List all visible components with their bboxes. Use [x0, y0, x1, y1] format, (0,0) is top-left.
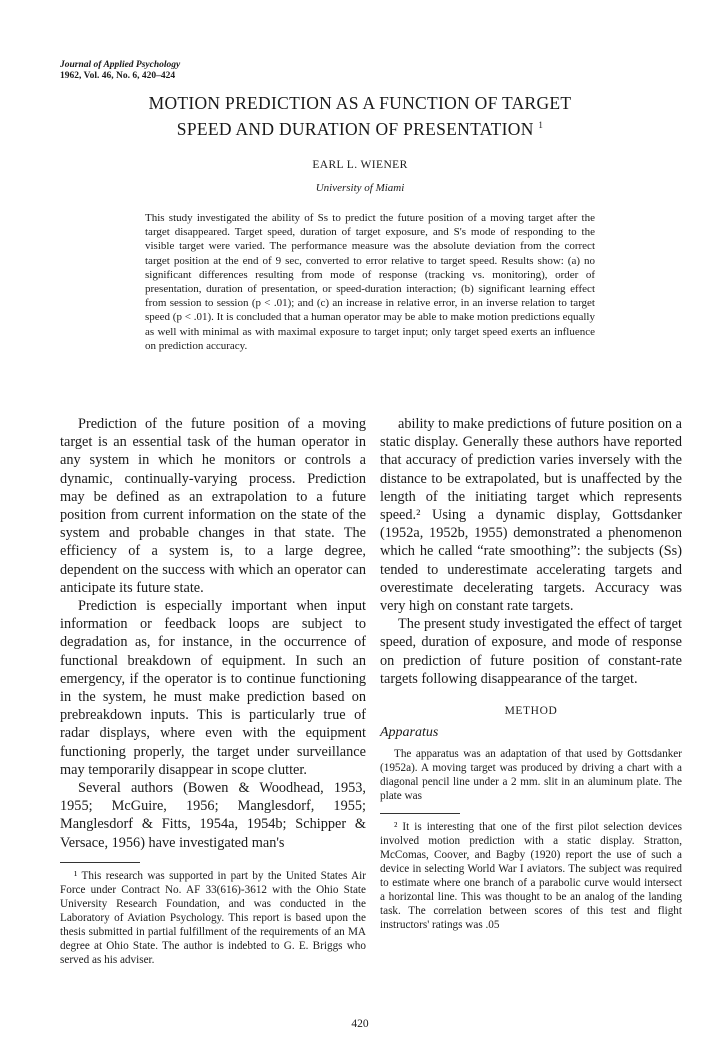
page-number: 420 [351, 1018, 369, 1030]
section-heading-method: METHOD [504, 705, 558, 718]
title-footnote-mark: 1 [538, 120, 544, 130]
body-paragraph: ability to make predictions of future position on a static display. Generally these authors have reported that accuracy of prediction varies inversely with the distance to be extrapolated, but is unaffected by the length of the initiating target which represents speed.² Using a dynamic display, Gottsdanker (1952a, 1952b, 1955) demonstrated a phenomenon which he called “rate smoothing”: the subjects (Ss) tended to underestimate accelerating targets and overestimate decelerating targets. Accuracy was very high on constant rate targets. [380, 416, 682, 615]
footnote-1-text: ¹ This research was supported in part by the United States Air Force under Contract No. AF 33(616)-3612 with the Ohio State University Research Foundation, and was conducted in the Laboratory of Aviation Psychology. This report is based upon the thesis submitted in partial fulfillment of the requirements of an MA degree at Ohio State. The author is indebted to G. E. Briggs who served as his adviser. [60, 869, 366, 966]
author-name: EARL L. WIENER [312, 159, 408, 171]
title-line-2-text: SPEED AND DURATION OF PRESENTATION [176, 118, 534, 139]
footnote-divider [60, 862, 140, 863]
right-column [380, 415, 682, 932]
subsection-heading-apparatus: Apparatus [380, 725, 439, 741]
body-paragraph: Several authors (Bowen & Woodhead, 1953, 1955; McGuire, 1956; Manglesdorf, 1955; Manglesdorf & Fitts, 1954a, 1954b; Schipper & Versace, 1956) have investigated man's [60, 780, 366, 851]
body-paragraph: The apparatus was an adaptation of that used by Gottsdanker (1952a). A moving target was produced by driving a chart with a diagonal pencil line under a 2 mm. slit in an aluminum plate. The plate was [380, 748, 682, 803]
title-line-2 [60, 114, 660, 140]
footnote-1 [60, 869, 366, 967]
body-paragraph: Prediction is especially important when input information or feedback loops are subject to degradation as, for instance, in the occurrence of functional breakdown of equipment. In such an emergency, if the operator is to continue functioning in the system, he must make prediction based on prebreakdown inputs. This is particularly true of radar displays, where even with the equipment functioning properly, the target under surveillance may temporarily disappear in scope clutter. [60, 598, 366, 778]
footnote-2 [380, 820, 682, 932]
article-title [60, 92, 660, 140]
author-affiliation: University of Miami [315, 182, 405, 194]
journal-name: Journal of Applied Psychology [60, 60, 181, 70]
journal-citation: 1962, Vol. 46, No. 6, 420–424 [60, 71, 176, 81]
body-paragraph: The present study investigated the effect of target speed, duration of exposure, and mode of response on prediction of future position of constant-rate targets following disappearance of the target. [380, 616, 682, 687]
body-paragraph: Prediction of the future position of a moving target is an essential task of the human operator in any system in which he monitors or controls a dynamic, continually-varying process. Prediction may be defined as an extrapolation to a future position from current information on the state of the system and probable changes in that state. The efficiency of a system is, to a large degree, dependent on the success with which an operator can anticipate its future state. [60, 416, 366, 596]
journal-header [60, 60, 180, 82]
footnote-2-text: ² It is interesting that one of the first pilot selection devices involved motion prediction with a static display. Stratton, McComas, Coover, and Bagby (1920) report the use of such a device in selecting World War I aviators. The subject was required to estimate where one branch of a parabolic curve would intersect a horizontal line. This was thought to be an analog of the landing task. The correlation between scores of this test and flight instructors' ratings was .05 [380, 821, 682, 932]
left-column [60, 415, 366, 967]
footnote-divider [380, 813, 460, 814]
apparatus-text [380, 747, 682, 803]
title-line-1: MOTION PREDICTION AS A FUNCTION OF TARGET [148, 93, 572, 113]
abstract: This study investigated the ability of Ss to predict the future position of a moving target after the target disappeared. Target speed, duration of target exposure, and S's mode of responding to the visible target were varied. The performance measure was the absolute deviation from the correct target position at the end of 9 sec, converted to error relative to target speed. Results show: (a) no significant differences resulting from mode of response (tracking vs. monitoring), order of presentation, duration of presentation, or speed-duration interaction; (b) significant learning effect from session to session (p < .01); and (c) an increase in relative error, in an inverse relation to target speed (p < .01). It is concluded that a human operator may be able to make motion predictions equally as well with minimal as with maximal exposure to target input; only target speed exerts an influence on prediction accuracy. [145, 212, 595, 352]
